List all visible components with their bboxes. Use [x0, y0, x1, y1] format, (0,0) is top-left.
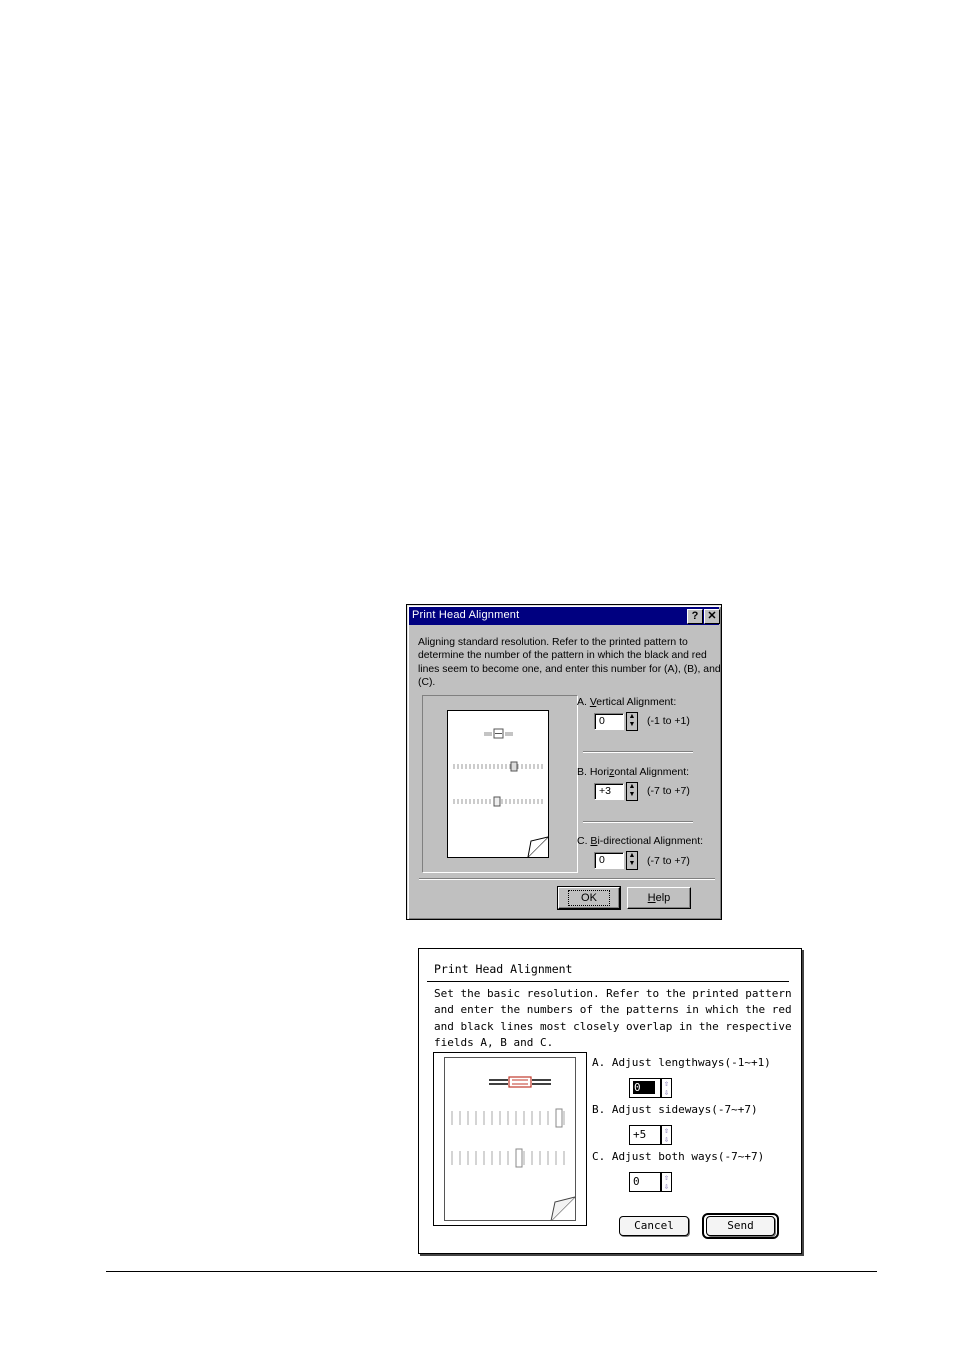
pattern-preview: [422, 695, 578, 873]
adjust-both-ways-input[interactable]: 0: [629, 1172, 661, 1192]
separator: [419, 878, 715, 880]
adjust-sideways-label: B. Adjust sideways(-7~+7): [592, 1103, 758, 1116]
separator: [583, 821, 693, 823]
ok-button[interactable]: OK: [558, 887, 620, 909]
vertical-alignment-label: A. Vertical Alignment:: [577, 696, 677, 708]
cancel-button[interactable]: Cancel: [619, 1216, 689, 1236]
bidirectional-alignment-label: C. Bi-directional Alignment:: [577, 835, 704, 847]
arrow-up-icon[interactable]: ⇧: [664, 1126, 669, 1135]
windows-print-head-alignment-dialog: [406, 604, 722, 920]
arrow-down-icon[interactable]: ▼: [628, 721, 636, 728]
close-icon[interactable]: ✕: [704, 609, 720, 624]
bidirectional-alignment-input[interactable]: 0: [594, 852, 624, 869]
arrow-up-icon[interactable]: ▲: [628, 852, 636, 859]
title-bar: [409, 607, 719, 625]
dialog-title: Print Head Alignment: [412, 609, 520, 621]
arrow-down-icon[interactable]: ▼: [628, 860, 636, 867]
footer-rule: [106, 1271, 877, 1272]
dialog-description: Aligning standard resolution. Refer to the printed pattern to determine the number of the pattern in which the black and red lines seem to become one, and enter this number for (A), (B), and (C).: [418, 637, 721, 688]
arrow-down-icon[interactable]: ▼: [628, 791, 636, 798]
paper-sheet: [444, 1057, 576, 1221]
adjust-sideways-input[interactable]: +5: [629, 1125, 661, 1145]
alignment-pattern: [444, 1057, 576, 1221]
horizontal-alignment-label: B. Horizontal Alignment:: [577, 766, 690, 778]
horizontal-alignment-range: (-7 to +7): [647, 785, 690, 797]
adjust-sideways-arrows[interactable]: [661, 1125, 672, 1145]
adjust-lengthways-arrows[interactable]: [661, 1078, 672, 1098]
horizontal-alignment-input[interactable]: +3: [594, 783, 624, 800]
adjust-both-ways-arrows[interactable]: [661, 1172, 672, 1192]
arrow-up-icon[interactable]: ▲: [628, 783, 636, 790]
help-icon[interactable]: ?: [687, 609, 703, 624]
vertical-alignment-range: (-1 to +1): [647, 715, 690, 727]
title-divider: [427, 981, 789, 982]
arrow-down-icon[interactable]: ⇩: [664, 1135, 669, 1144]
bidirectional-alignment-spinner[interactable]: [626, 851, 638, 870]
arrow-down-icon[interactable]: ⇩: [664, 1088, 669, 1097]
alignment-pattern: [448, 711, 548, 857]
vertical-alignment-spinner[interactable]: [626, 712, 638, 731]
adjust-both-ways-label: C. Adjust both ways(-7~+7): [592, 1150, 765, 1163]
dialog-description: Set the basic resolution. Refer to the printed pattern and enter the numbers of the patterns in which the red and black lines most closely overlap in the respective fields A, B and C.: [434, 987, 792, 1049]
pattern-preview: [433, 1052, 587, 1226]
bidirectional-alignment-range: (-7 to +7): [647, 855, 690, 867]
adjust-lengthways-input[interactable]: 0: [629, 1078, 661, 1098]
arrow-up-icon[interactable]: ⇧: [664, 1079, 669, 1088]
vertical-alignment-input[interactable]: 0: [594, 713, 624, 730]
arrow-down-icon[interactable]: ⇩: [664, 1182, 669, 1191]
adjust-lengthways-label: A. Adjust lengthways(-1~+1): [592, 1056, 771, 1069]
horizontal-alignment-spinner[interactable]: [626, 782, 638, 801]
arrow-up-icon[interactable]: ⇧: [664, 1173, 669, 1182]
arrow-up-icon[interactable]: ▲: [628, 713, 636, 720]
mac-print-head-alignment-dialog: [418, 948, 802, 1254]
dialog-title: Print Head Alignment: [434, 962, 573, 976]
separator: [583, 751, 693, 753]
paper-sheet: [447, 710, 549, 858]
send-button[interactable]: Send: [706, 1216, 775, 1236]
help-button[interactable]: Help: [627, 887, 691, 909]
